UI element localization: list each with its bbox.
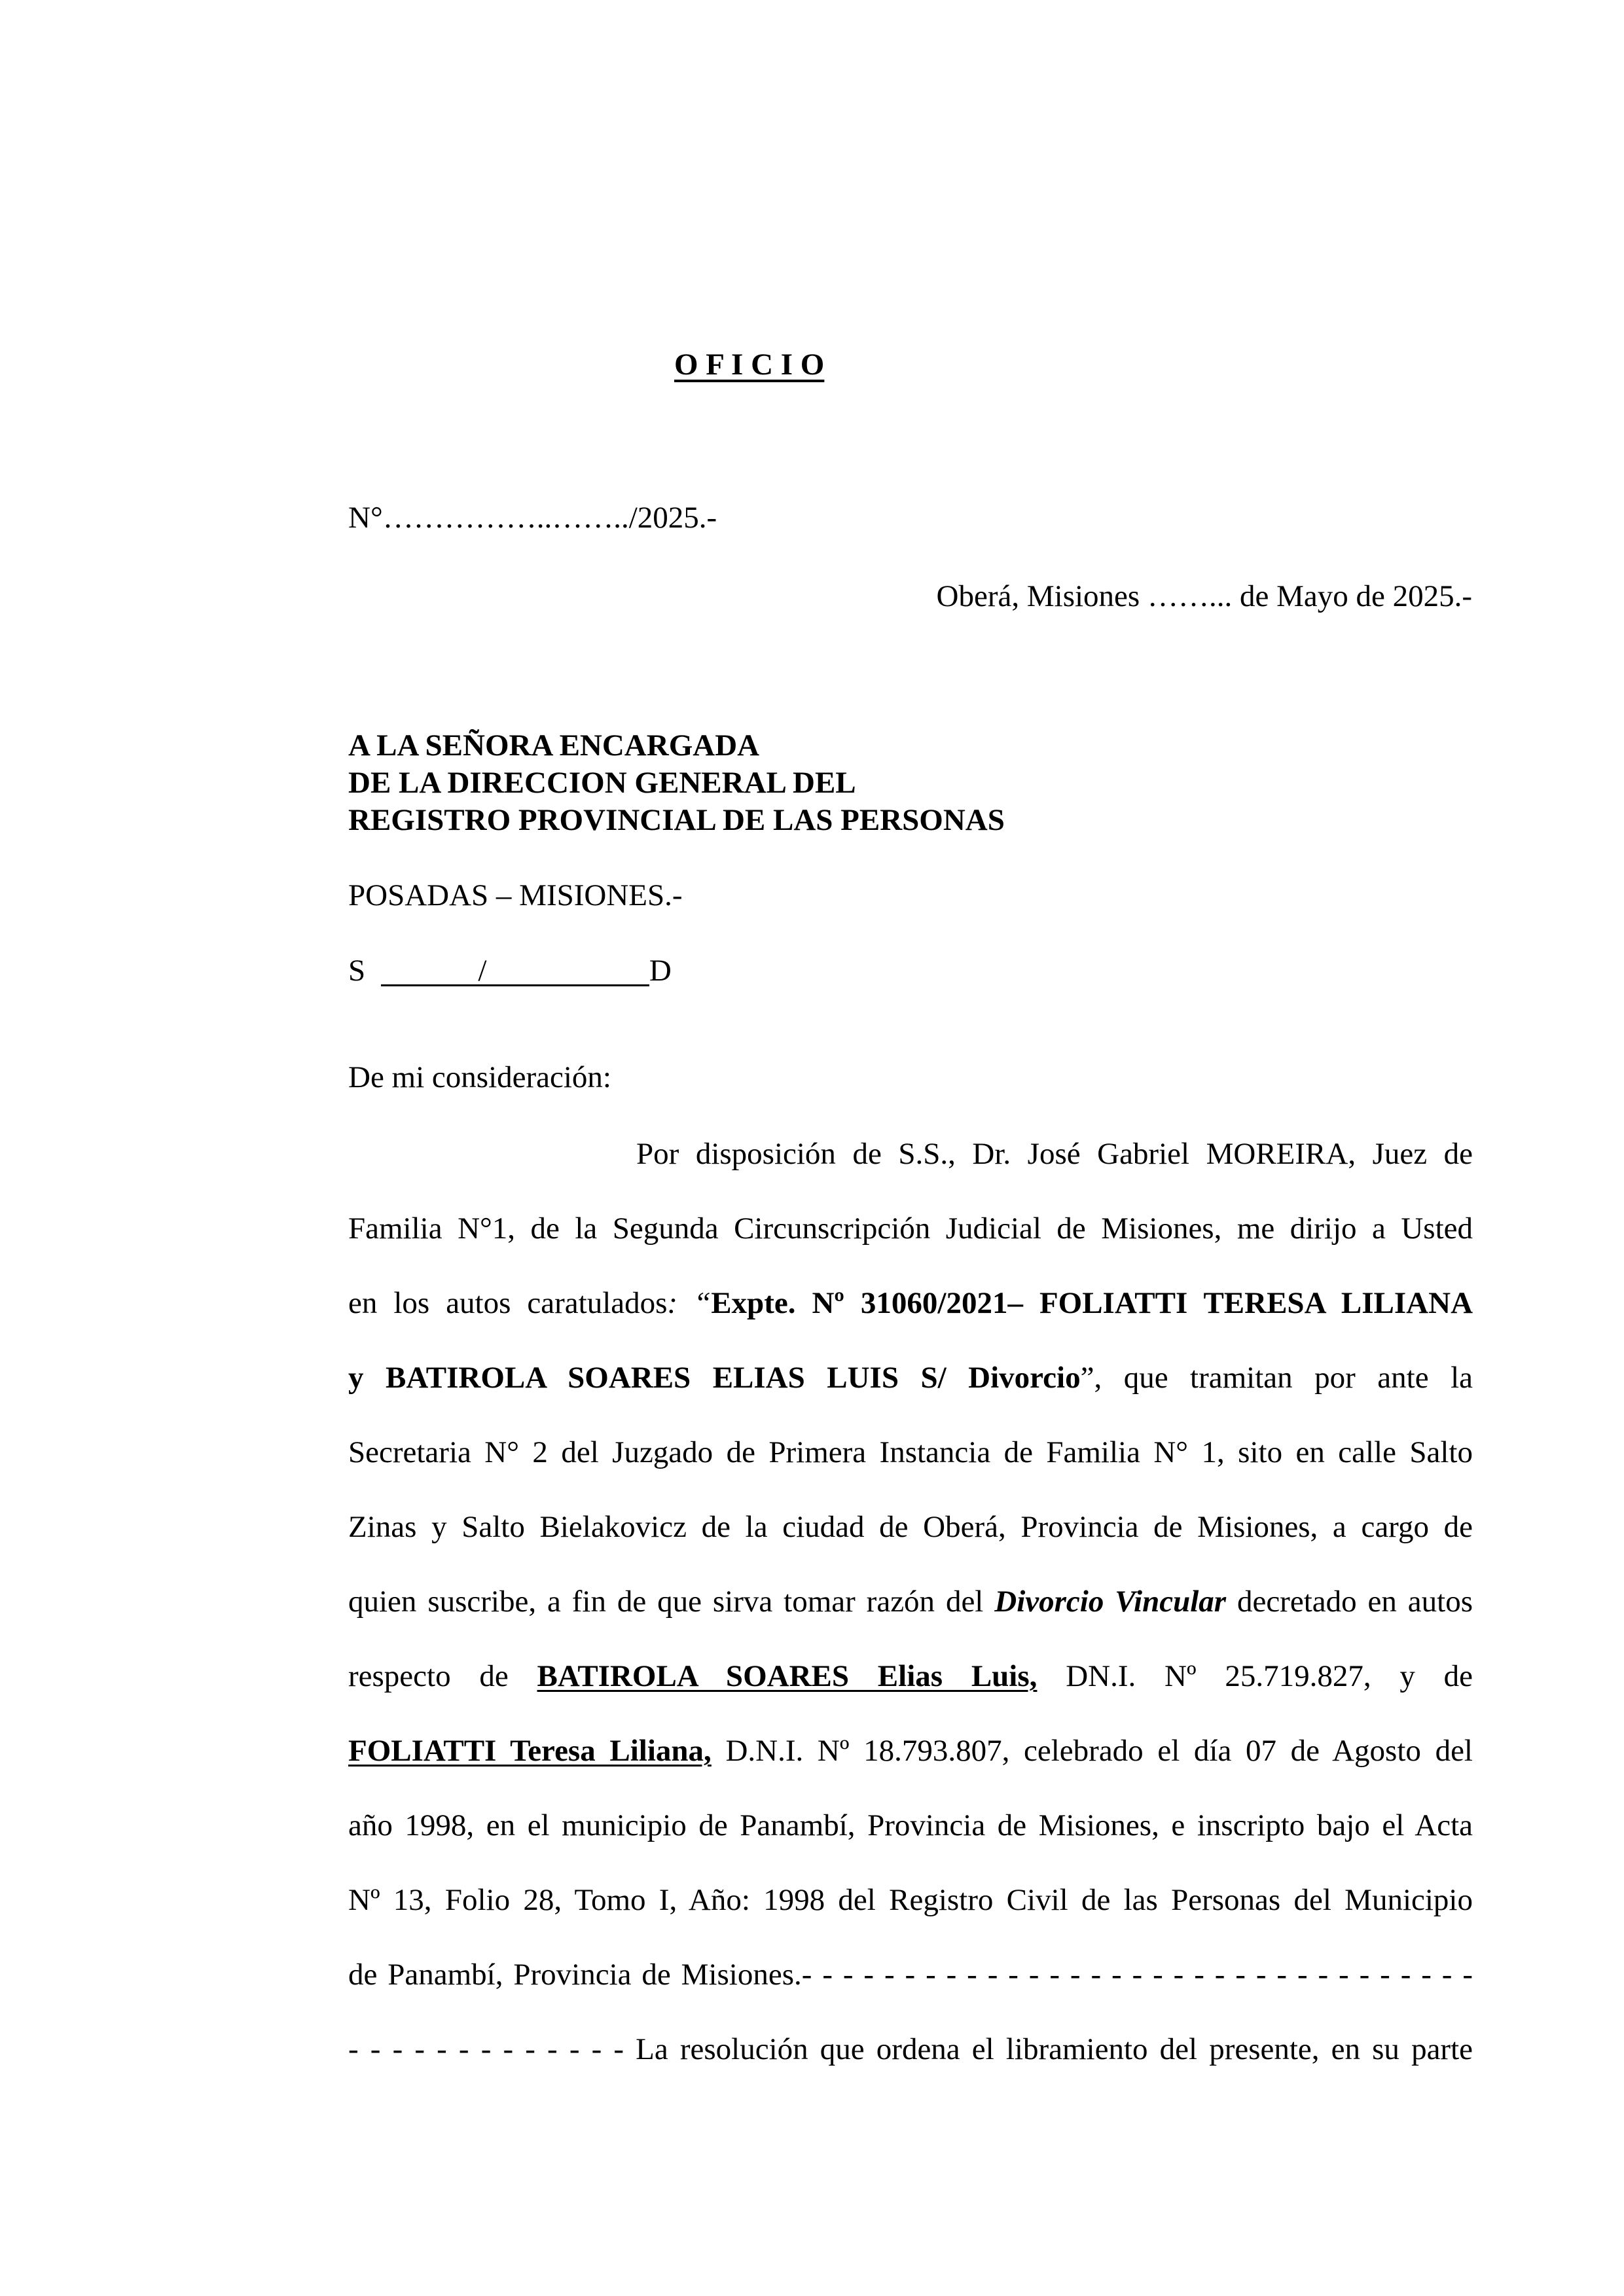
body-line-5 <box>348 1437 1473 1468</box>
recipient-line-2: DE LA DIRECCION GENERAL DEL <box>348 766 856 800</box>
body-line-7-text <box>348 1587 1473 1617</box>
body-line-3-a: en los autos caratulados <box>348 1286 668 1320</box>
sd-slash: / <box>469 956 496 986</box>
body-line-7 <box>348 1587 1473 1617</box>
body-line-11 <box>348 1885 1473 1916</box>
body-line-13-text: - - - - - - - - - - - - - La resolución que ordena el libramiento del presente, en su parte <box>348 2032 1473 2066</box>
sd-s: S <box>348 954 366 988</box>
body-line-10-text: año 1998, en el municipio de Panambí, Provincia de Misiones, e inscripto bajo el Acta <box>348 1808 1473 1842</box>
recipient-line-1: A LA SEÑORA ENCARGADA <box>348 728 760 762</box>
body-line-9-b: D.N.I. Nº 18.793.807, celebrado el día 07 de Agosto del <box>711 1734 1473 1768</box>
body-line-4 <box>348 1363 1473 1393</box>
recipient-line-3: REGISTRO PROVINCIAL DE LAS PERSONAS <box>348 803 1005 837</box>
body-line-12-text: de Panambí, Provincia de Misiones.- - - - - - - - - - - - - - - - - - - - - - - - - - - - - - - - - <box>348 1958 1473 1992</box>
body-line-8-text <box>348 1661 1473 1692</box>
body-line-2-text: Familia N°1, de la Segunda Circunscripción Judicial de Misiones, me dirijo a Usted <box>348 1211 1473 1246</box>
body-line-1-text: Por disposición de S.S., Dr. José Gabriel MOREIRA, Juez de <box>636 1137 1473 1171</box>
divorce-type: Divorcio Vincular <box>994 1585 1227 1619</box>
document-title: O F I C I O <box>674 348 825 382</box>
body-line-8 <box>348 1661 1473 1692</box>
body-line-4-b: ”, que tramitan por ante la <box>1080 1361 1473 1395</box>
body-line-1 <box>636 1139 1473 1170</box>
body-line-7-a: quien suscribe, a fin de que sirva tomar razón del <box>348 1585 995 1619</box>
body-line-6-text: Zinas y Salto Bielakovicz de la ciudad de Oberá, Provincia de Misiones, a cargo de <box>348 1510 1473 1544</box>
sd-d: D <box>649 954 672 988</box>
body-line-3 <box>348 1288 1473 1319</box>
body-line-2 <box>348 1213 1473 1244</box>
body-line-6 <box>348 1512 1473 1543</box>
case-file-title-part-1: Expte. Nº 31060/2021– FOLIATTI TERESA LILIANA <box>711 1286 1473 1320</box>
body-line-3-text <box>348 1288 1473 1319</box>
body-line-7-c: decretado en autos <box>1226 1585 1473 1619</box>
party-name-2: FOLIATTI Teresa Liliana, <box>348 1734 712 1768</box>
recipient-city: POSADAS – MISIONES.- <box>348 878 683 912</box>
body-line-8-a: respecto de <box>348 1659 537 1693</box>
su-despacho <box>348 956 672 986</box>
party-name-1: BATIROLA SOARES Elias Luis, <box>537 1659 1038 1693</box>
body-line-13 <box>348 2034 1473 2065</box>
body-line-9-text <box>348 1736 1473 1767</box>
body-line-9 <box>348 1736 1473 1767</box>
body-line-4-text <box>348 1363 1473 1393</box>
case-file-title-part-2: y BATIROLA SOARES ELIAS LUIS S/ Divorcio <box>348 1361 1081 1395</box>
body-line-12 <box>348 1960 1473 1990</box>
body-line-11-text: Nº 13, Folio 28, Tomo I, Año: 1998 del Registro Civil de las Personas del Municipio <box>348 1883 1473 1917</box>
sd-blank-right <box>496 956 649 986</box>
body-line-5-text: Secretaria N° 2 del Juzgado de Primera Instancia de Familia N° 1, sito en calle Salto <box>348 1435 1473 1469</box>
oficio-number: N°……………..……../2025.- <box>348 501 717 535</box>
body-line-8-c: DN.I. Nº 25.719.827, y de <box>1037 1659 1473 1693</box>
sd-blank-left <box>381 956 469 986</box>
salutation: De mi consideración: <box>348 1060 611 1094</box>
body-line-10 <box>348 1810 1473 1841</box>
place-date: Oberá, Misiones ……... de Mayo de 2025.- <box>936 579 1472 613</box>
body-line-3-b: : “ <box>667 1286 712 1320</box>
